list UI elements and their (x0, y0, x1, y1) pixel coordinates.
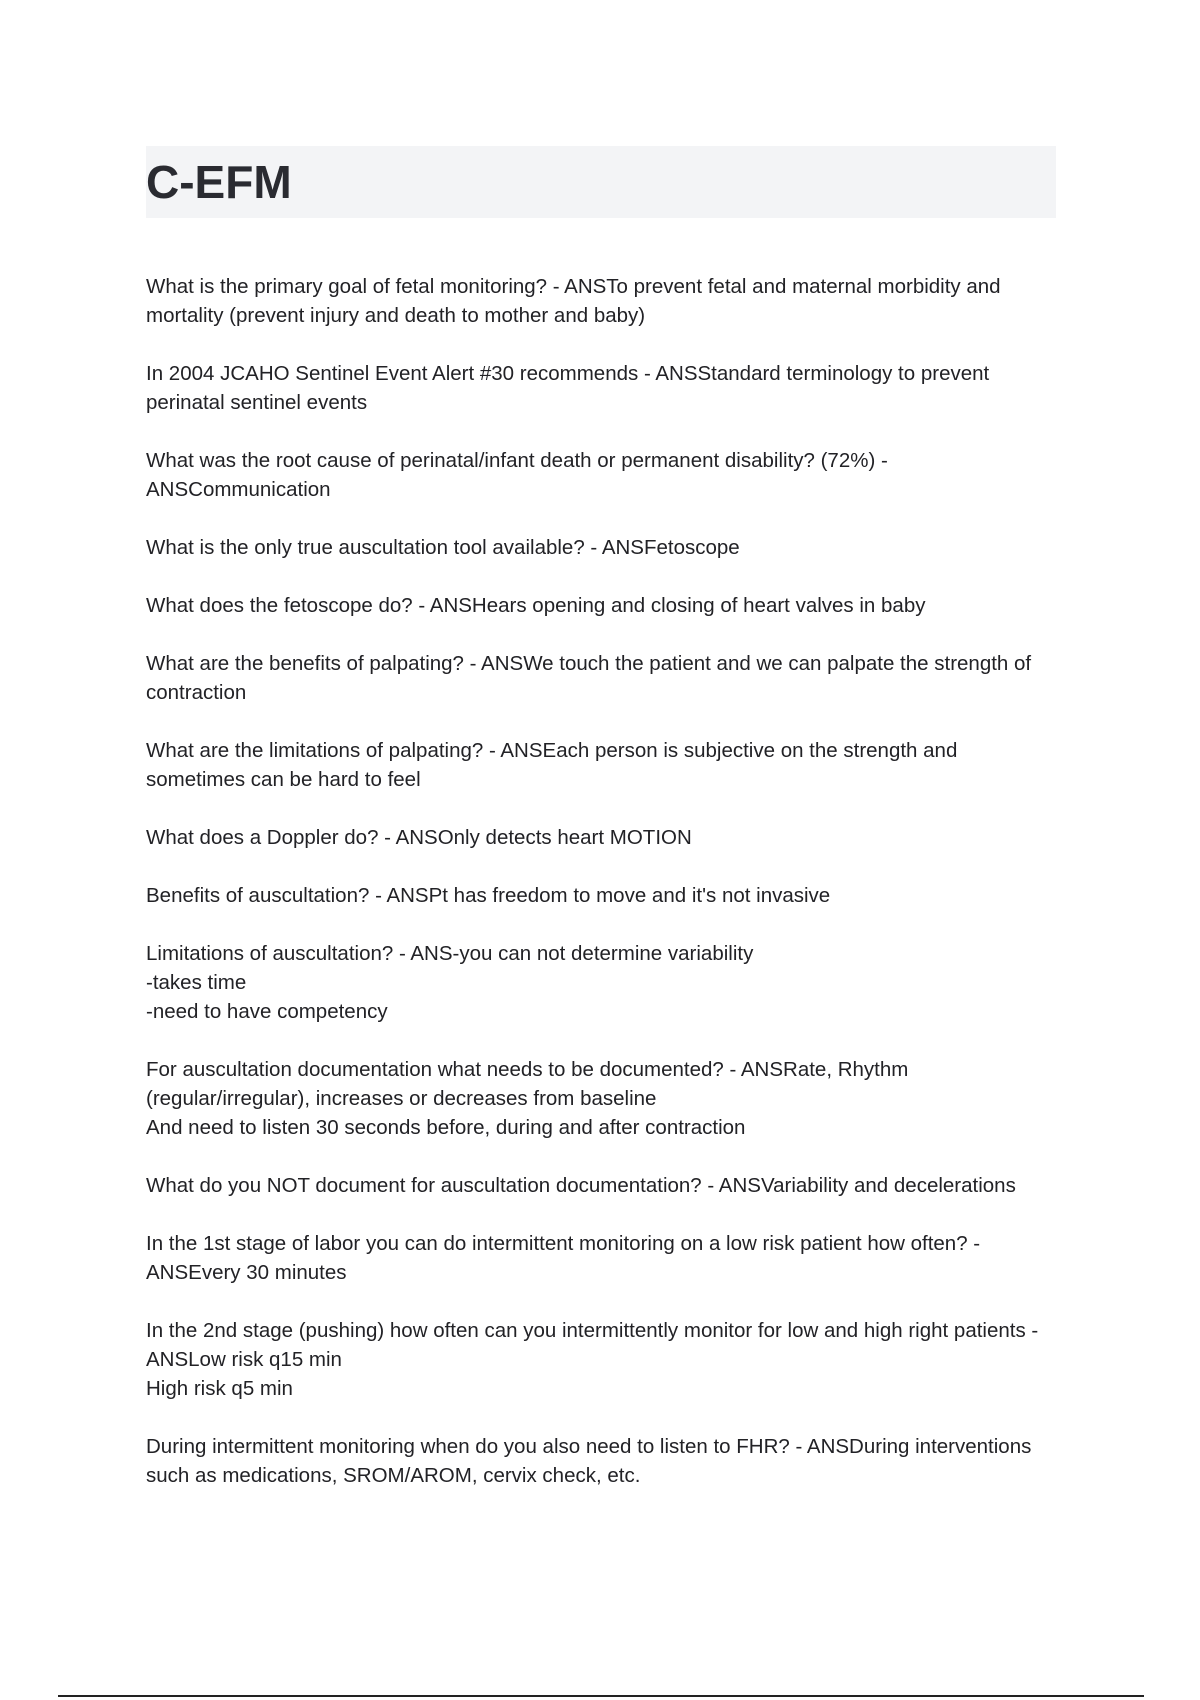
qa-item: During intermittent monitoring when do you also need to listen to FHR? - ANSDuring interventions such as medications, SROM/AROM, cervix check, etc. (146, 1435, 1032, 1487)
qa-item: In 2004 JCAHO Sentinel Event Alert #30 recommends - ANSStandard terminology to prevent perinatal sentinel events (146, 362, 990, 414)
qa-item: What are the limitations of palpating? - ANSEach person is subjective on the strength and sometimes can be hard to feel (146, 739, 958, 791)
document-title: C-EFM (146, 156, 292, 208)
qa-item: Limitations of auscultation? - ANS-you can not determine variability -takes time -need to have competency (146, 942, 754, 1023)
qa-item: Benefits of auscultation? - ANSPt has freedom to move and it's not invasive (146, 884, 831, 907)
qa-item: What does a Doppler do? - ANSOnly detects heart MOTION (146, 826, 692, 849)
qa-item: What does the fetoscope do? - ANSHears opening and closing of heart valves in baby (146, 594, 926, 617)
qa-item: What was the root cause of perinatal/infant death or permanent disability? (72%) - ANSCommunication (146, 449, 888, 501)
qa-item: In the 2nd stage (pushing) how often can you intermittently monitor for low and high right patients - ANSLow risk q15 min High risk q5 min (146, 1319, 1039, 1400)
footer-divider (58, 1695, 1144, 1697)
qa-item: What is the only true auscultation tool available? - ANSFetoscope (146, 536, 740, 559)
qa-item: In the 1st stage of labor you can do intermittent monitoring on a low risk patient how often? - ANSEvery 30 minutes (146, 1232, 981, 1284)
qa-item: What do you NOT document for auscultation documentation? - ANSVariability and decelerations (146, 1174, 1016, 1197)
qa-list (146, 272, 1056, 1519)
qa-item: What are the benefits of palpating? - ANSWe touch the patient and we can palpate the strength of contraction (146, 652, 1032, 704)
title-band (146, 146, 1056, 218)
qa-item: For auscultation documentation what needs to be documented? - ANSRate, Rhythm (regular/irregular), increases or decreases from baseline And need to listen 30 seconds before, during and after contraction (146, 1058, 909, 1139)
qa-item: What is the primary goal of fetal monitoring? - ANSTo prevent fetal and maternal morbidity and mortality (prevent injury and death to mother and baby) (146, 275, 1001, 327)
